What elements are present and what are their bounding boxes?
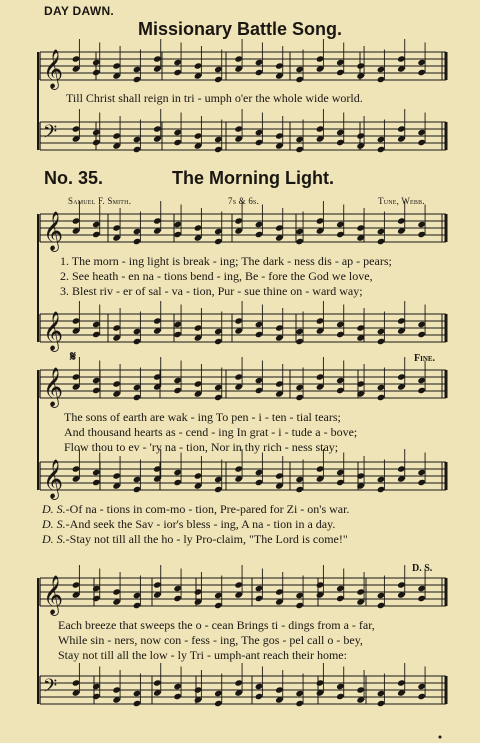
verse-line: 3. Blest riv - er of sal - va - tion, Pur - sue thine on - ward way;	[60, 284, 363, 298]
treble-clef-icon: 𝄞	[43, 49, 64, 89]
hymn-number: No. 35.	[44, 168, 104, 188]
verse-line: Each breeze that sweeps the o - cean Brings ti - dings from a - far,	[58, 618, 375, 632]
verse-line: Flow thou to ev - 'ry na - tion, Nor in thy rich - ness stay;	[64, 440, 339, 454]
bass-clef-icon: 𝄢	[43, 122, 58, 147]
treble-clef-icon: 𝄞	[43, 575, 64, 615]
bass-clef-icon: 𝄢	[43, 676, 58, 701]
author-credit: Samuel F. Smith.	[68, 196, 132, 206]
verse-line: And thousand hearts as - cend - ing In grat - i - tude a - bove;	[64, 425, 358, 439]
meter: 7s & 6s.	[228, 196, 260, 206]
treble-clef-icon: 𝄞	[43, 211, 64, 251]
ds-label: D. S.-	[42, 532, 70, 546]
verse-line: Stay not till all the low - ly Tri - umph-ant reach their home:	[58, 648, 347, 662]
ds-label: D. S.-	[42, 517, 70, 531]
verse-line: 1. The morn - ing light is break - ing; The dark - ness dis - ap - pears;	[60, 254, 392, 268]
running-head: DAY DAWN.	[44, 4, 115, 18]
hymn-title: The Morning Light.	[172, 168, 334, 188]
ds-line: Stay not till all the ho - ly Pro-claim, "The Lord is come!"	[69, 532, 348, 546]
verse-line: The sons of earth are wak - ing To pen - i - ten - tial tears;	[64, 410, 341, 424]
tune-credit: Tune, Webb.	[378, 196, 425, 206]
verse-line: 2. See heath - en na - tions bend - ing, Be - fore the God we love,	[60, 269, 373, 283]
segno-sign: 𝄋	[70, 350, 77, 365]
fine-marking: Fine.	[414, 353, 436, 364]
previous-hymn-title: Missionary Battle Song.	[137, 19, 343, 39]
previous-hymn-lyric: Till Christ shall reign in tri - umph o'er the whole wide world.	[66, 91, 363, 105]
verse-line: While sin - ners, now con - fess - ing, The gos - pel call o - bey,	[58, 633, 363, 647]
treble-clef-icon: 𝄞	[43, 459, 64, 499]
page-mark	[439, 736, 442, 739]
ds-line: Of na - tions in com-mo - tion, Pre-pared for Zi - on's war.	[69, 502, 350, 516]
treble-clef-icon: 𝄞	[43, 367, 64, 407]
ds-mark: D. S.	[412, 563, 433, 574]
ds-label: D. S.-	[42, 502, 70, 516]
ds-line: And seek the Sav - ior's bless - ing, A na - tion in a day.	[69, 517, 336, 531]
treble-clef-icon: 𝄞	[43, 311, 64, 351]
